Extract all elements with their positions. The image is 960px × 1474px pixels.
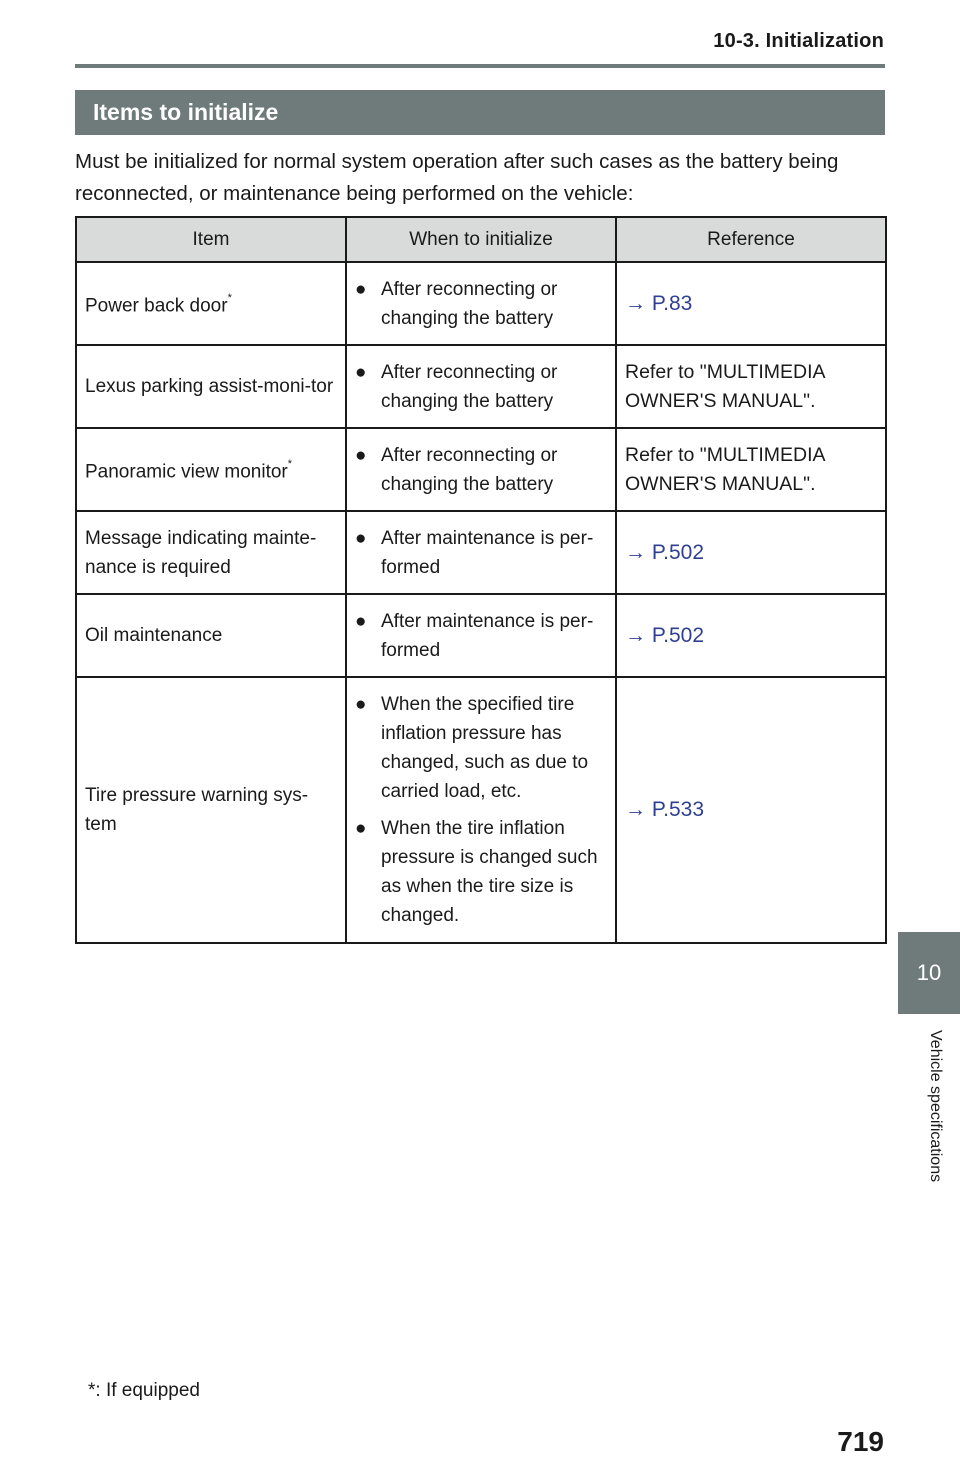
table-row [76,594,886,677]
table-row [76,262,886,345]
page-reference-link[interactable]: → P.502 [625,540,705,564]
table-header-row [76,217,886,262]
when-cell [346,345,616,428]
bullet-item: ● When the tire inflation pressure is changed such as when the tire size is changed. [355,814,607,930]
bullet-item: ● After reconnecting or changing the battery [355,441,607,499]
reference-cell [616,677,886,943]
item-cell [76,262,346,345]
intro-paragraph: Must be initialized for normal system operation after such cases as the battery being reconnected, or maintenance being performed on the vehicle: [75,150,839,205]
chapter-tab[interactable] [898,932,960,1014]
bullet-item: ● When the specified tire inflation pressure has changed, such as due to carried load, etc. [355,690,607,806]
table-row [76,511,886,594]
item-cell [76,428,346,511]
bullet-icon: ● [355,278,367,300]
bullet-icon: ● [355,361,367,383]
column-header-reference: Reference [616,217,886,262]
section-title: Items to initialize [93,99,279,125]
footnote-marker: * [227,291,232,304]
table-row [76,428,886,511]
reference-cell [616,345,886,428]
reference-text: Refer to "MULTIMEDIA OWNER'S MANUAL". [625,360,825,412]
bullet-icon: ● [355,527,367,549]
reference-text: Refer to "MULTIMEDIA OWNER'S MANUAL". [625,443,825,495]
chapter-title-vertical: Vehicle specifications [927,1030,944,1183]
section-title-bar [75,90,885,135]
item-label: Oil maintenance [85,625,223,646]
when-cell [346,511,616,594]
reference-cell [616,262,886,345]
header-divider [75,64,885,68]
column-header-when: When to initialize [346,217,616,262]
bullet-icon: ● [355,694,367,715]
item-label: Message indicating mainte-nance is required [85,527,317,578]
item-label: Panoramic view monitor [85,461,288,483]
bullet-item: ● After maintenance is per-formed [355,524,607,582]
reference-cell [616,428,886,511]
table-row [76,677,886,943]
footnote: *: If equipped [88,1380,200,1401]
initialization-table [75,216,887,944]
page-reference-link[interactable]: → P.502 [625,623,705,647]
item-cell [76,345,346,428]
when-cell [346,262,616,345]
section-heading: 10-3. Initialization [713,30,884,52]
item-label: Power back door [85,295,228,317]
page-number: 719 [837,1426,884,1457]
bullet-item: ● After reconnecting or changing the battery [355,275,607,333]
bullet-icon: ● [355,610,367,632]
item-cell [76,594,346,677]
bullet-icon: ● [355,818,367,839]
bullet-item: ● After maintenance is per-formed [355,607,607,665]
bullet-item: ● After reconnecting or changing the battery [355,358,607,416]
column-header-item: Item [76,217,346,262]
page-reference-link[interactable]: → P.533 [625,798,705,821]
when-cell [346,428,616,511]
when-cell [346,677,616,943]
item-label: Lexus parking assist-moni-tor [85,376,334,397]
bullet-icon: ● [355,444,367,466]
table-row [76,345,886,428]
chapter-number: 10 [916,960,942,985]
reference-cell [616,594,886,677]
when-cell [346,594,616,677]
page-reference-link[interactable]: → P.83 [625,291,693,315]
item-cell [76,677,346,943]
item-cell [76,511,346,594]
item-label: Tire pressure warning sys-tem [85,785,309,835]
footnote-marker: * [287,457,293,470]
reference-cell [616,511,886,594]
